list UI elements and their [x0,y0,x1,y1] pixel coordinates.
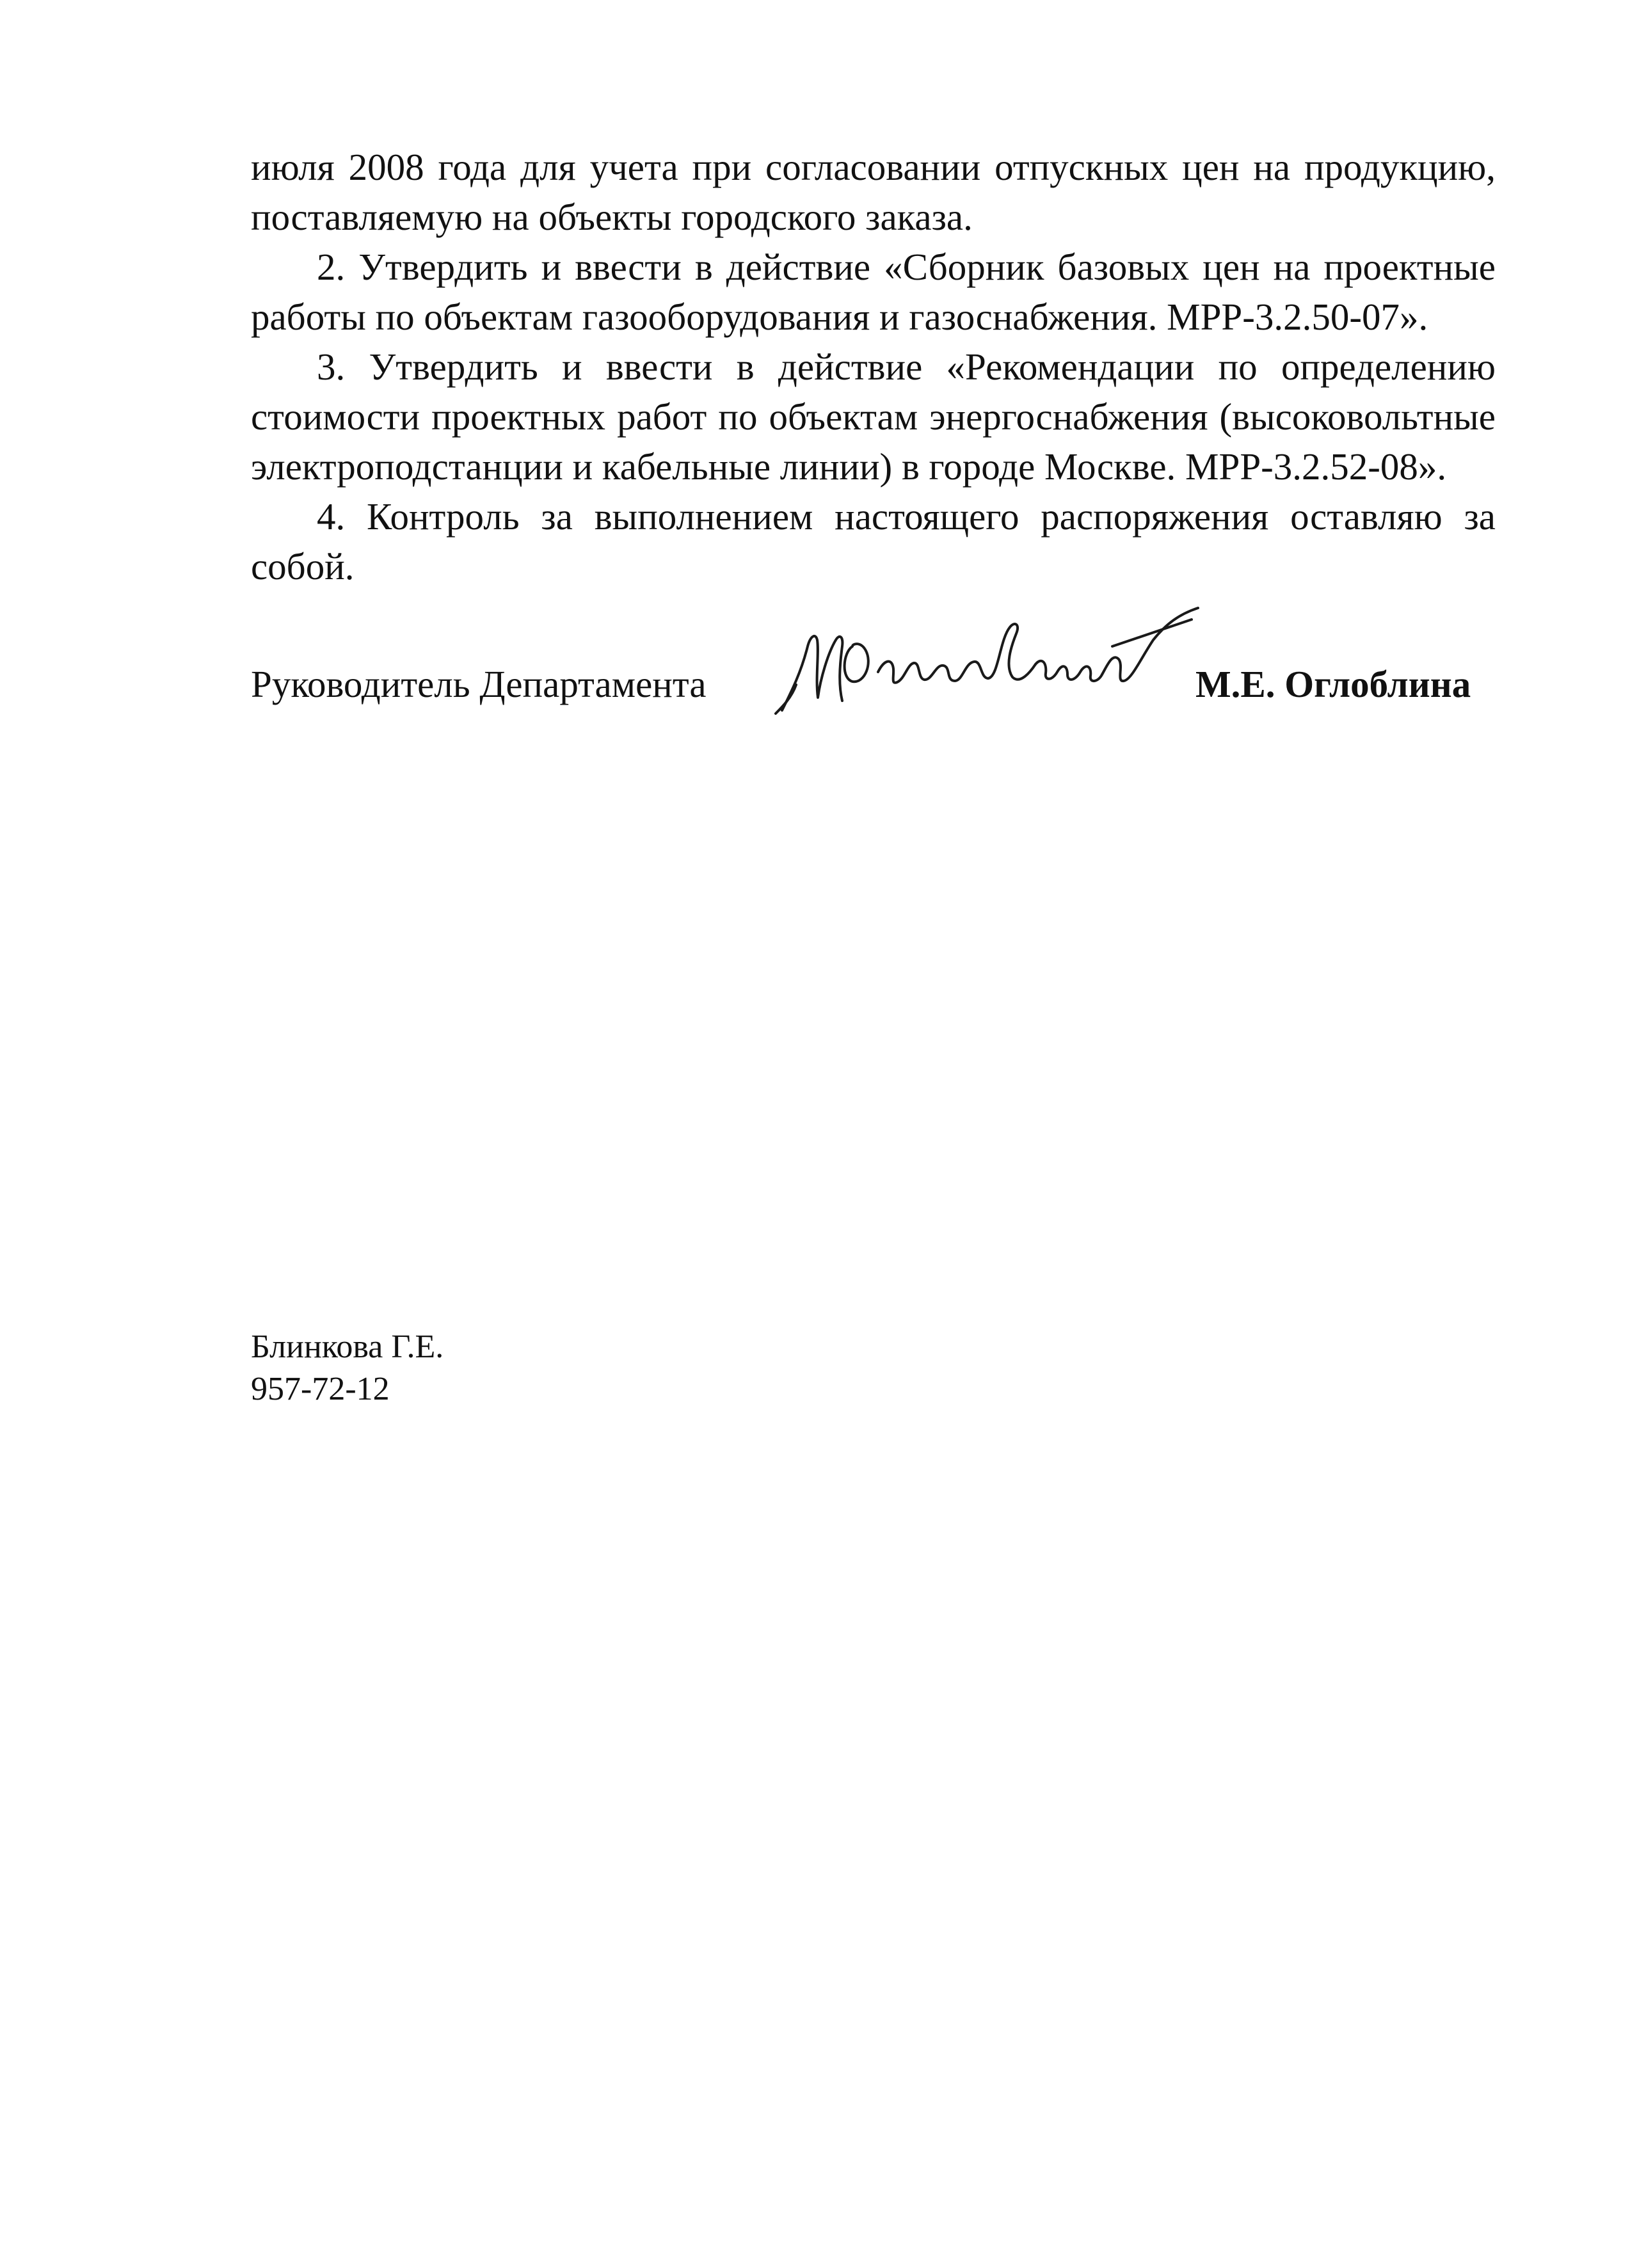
executor-name: Блинкова Г.Е. [251,1329,444,1365]
paragraph-item-4: 4. Контроль за выполнением настоящего распоряжения оставляю за собой. [251,495,1496,587]
signatory-title: Руководитель Департамента [251,663,707,705]
signatory-name: М.Е. Оглоблина [1195,663,1471,705]
document-body [251,142,1496,591]
paragraph-item-2: 2. Утвердить и ввести в действие «Сборник базовых цен на проектные работы по объектам газооборудования и газоснабжения. МРР-3.2.50-07». [251,246,1496,338]
paragraph-item-3: 3. Утвердить и ввести в действие «Рекомендации по определению стоимости проектных работ по объектам энергоснабжения (высоковольтные электроподстанции и кабельные линии) в городе Москве. МРР-3.2.52-08». [251,346,1496,488]
handwritten-signature [756,602,1204,723]
executor-info [251,1326,443,1410]
signature-block [251,646,1496,736]
paragraph-continuation: июля 2008 года для учета при согласовании отпускных цен на продукцию, поставляемую на объекты городского заказа. [251,146,1496,238]
executor-phone: 957-72-12 [251,1371,390,1407]
